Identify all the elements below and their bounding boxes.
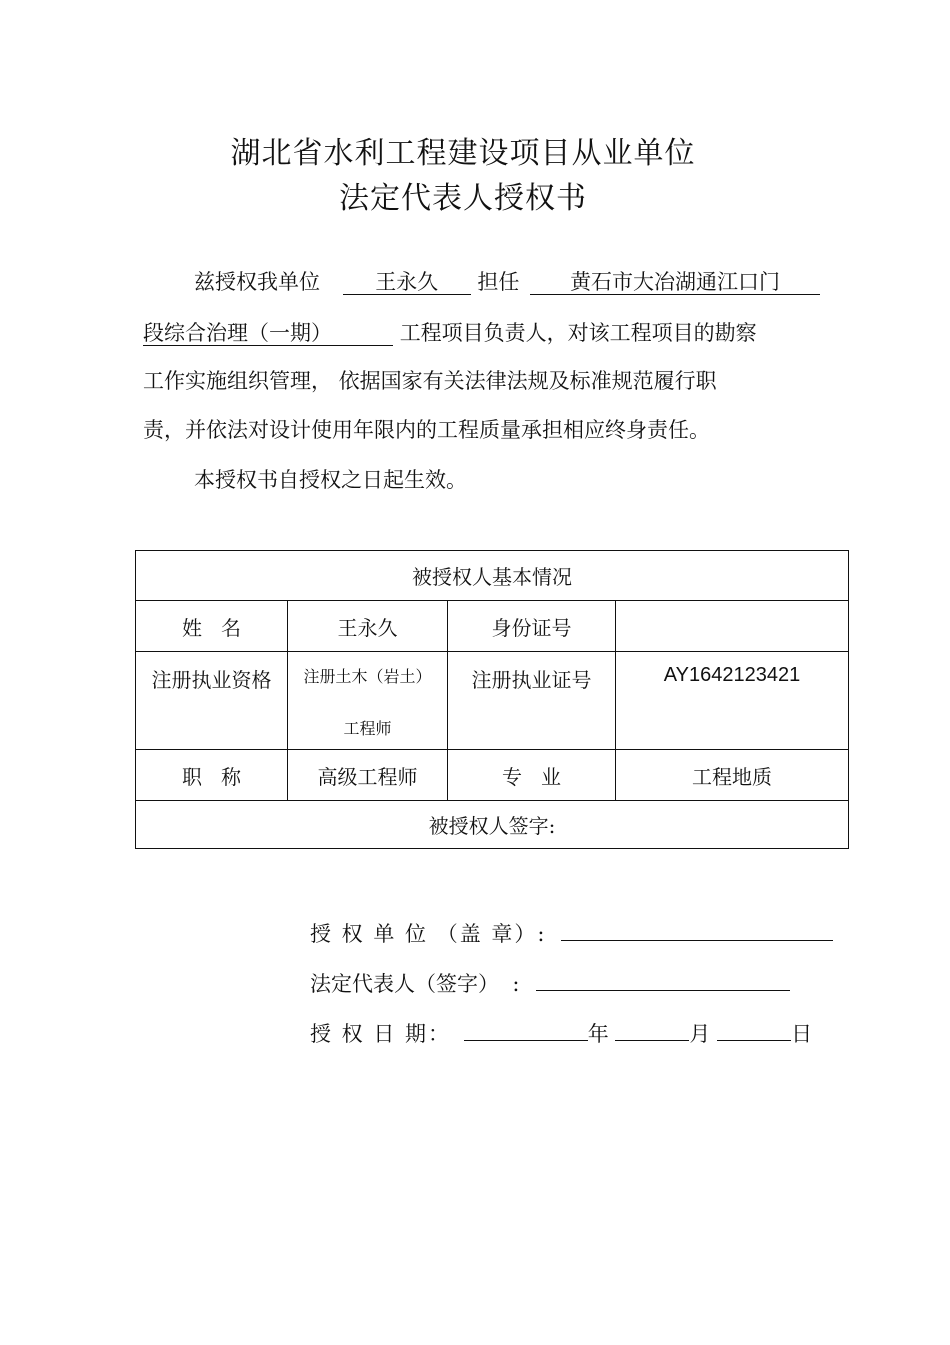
registration-qualification-value <box>288 652 448 750</box>
legal-rep-line <box>310 968 790 998</box>
seal-blank <box>561 922 833 941</box>
day-label: 日 <box>791 1022 813 1046</box>
year-label: 年 <box>587 1022 609 1046</box>
id-number-label: 身份证号 <box>448 601 616 652</box>
name-label: 姓 名 <box>136 601 288 652</box>
authorization-prefix: 兹授权我单位 <box>194 270 320 294</box>
month-blank <box>615 1022 689 1041</box>
name-value: 王永久 <box>288 601 448 652</box>
paragraph-line-3: 工作实施组织管理， 依据国家有关法律法规及标准规范履行职 <box>143 369 717 393</box>
signature-row: 被授权人签字: <box>136 801 849 849</box>
effective-statement: 本授权书自授权之日起生效。 <box>194 468 467 492</box>
date-label: 授 权 日 期： <box>310 1022 452 1046</box>
document-title-line1: 湖北省水利工程建设项目从业单位 <box>230 136 696 171</box>
document-title-line2: 法定代表人授权书 <box>339 181 587 216</box>
qualification-line2: 工程师 <box>343 719 392 738</box>
paragraph-line-2 <box>143 317 757 347</box>
registration-cert-value: AY1642123421 <box>616 652 849 750</box>
authorization-date-line <box>310 1018 812 1048</box>
legal-rep-label: 法定代表人（签字） : <box>310 972 520 996</box>
day-blank <box>717 1022 791 1041</box>
job-title-value: 高级工程师 <box>288 750 448 801</box>
id-number-value <box>616 601 849 652</box>
authorized-person-name: 王永久 <box>343 270 471 295</box>
major-label: 专 业 <box>448 750 616 801</box>
job-title-label: 职 称 <box>136 750 288 801</box>
authorizing-unit-line <box>310 918 833 948</box>
major-value: 工程地质 <box>616 750 849 801</box>
legal-rep-signature-blank <box>536 972 790 991</box>
paragraph-line-1 <box>194 266 820 296</box>
year-blank <box>464 1022 588 1041</box>
qualification-line1: 注册土木（岩土） <box>303 667 432 686</box>
table-header: 被授权人基本情况 <box>136 551 849 601</box>
project-name-part2: 段综合治理（一期） <box>143 321 393 346</box>
registration-cert-label: 注册执业证号 <box>448 652 616 750</box>
role-word: 担任 <box>477 270 520 294</box>
month-label: 月 <box>689 1022 711 1046</box>
authorizing-unit-label: 授 权 单 位 （盖 章）: <box>310 922 547 946</box>
project-name-part1: 黄石市大冶湖通江口门 <box>530 270 820 295</box>
paragraph-line-4: 责，并依法对设计使用年限内的工程质量承担相应终身责任。 <box>143 418 710 442</box>
paragraph-text: 工程项目负责人，对该工程项目的勘察 <box>399 321 757 345</box>
registration-qualification-label: 注册执业资格 <box>136 652 288 750</box>
authorized-person-table <box>135 550 849 849</box>
